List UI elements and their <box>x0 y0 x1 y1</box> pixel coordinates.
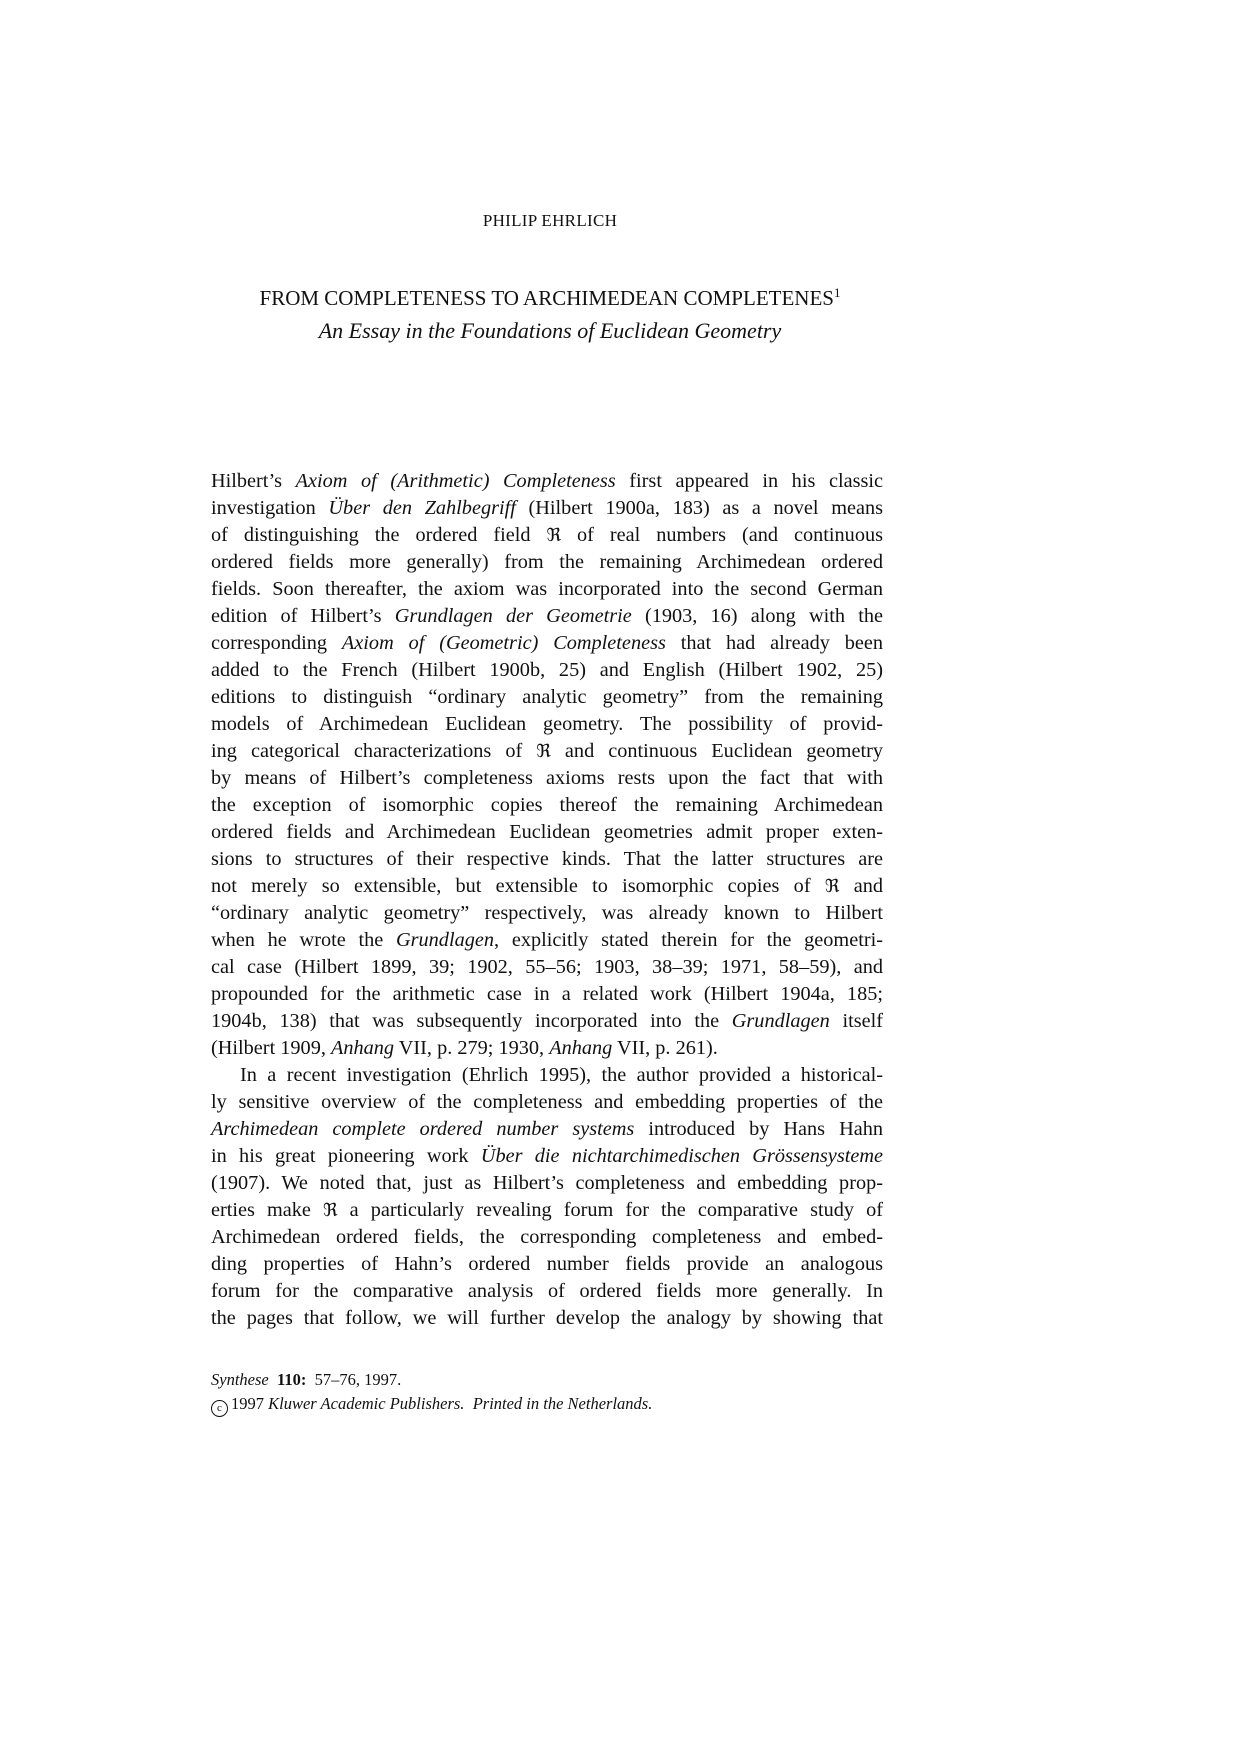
body-line-content <box>211 1253 883 1275</box>
body-line-content <box>211 821 883 843</box>
italic-text: Archimedean complete ordered number systems <box>211 1118 635 1140</box>
text-segment: of real numbers (and continuous <box>561 524 883 546</box>
text-segment: investigation <box>211 497 329 519</box>
body-line <box>211 1008 883 1035</box>
body-line <box>211 1305 883 1332</box>
body-line-content <box>211 740 883 762</box>
body-line-content <box>211 1145 883 1167</box>
text-segment: Archimedean ordered fields, the corresponding completeness and embed- <box>211 1226 883 1248</box>
real-numbers-symbol: ℜ <box>322 1200 338 1221</box>
body-text <box>211 468 883 1332</box>
italic-text: Anhang <box>330 1037 395 1059</box>
text-segment: first appeared in his classic <box>615 470 883 492</box>
body-line-content <box>211 902 883 924</box>
text-segment: by means of Hilbert’s completeness axioms rests upon the fact that with <box>211 767 883 789</box>
body-line <box>211 1224 883 1251</box>
body-line <box>211 1197 883 1224</box>
text-segment: erties make <box>211 1199 323 1221</box>
italic-text: Axiom of (Arithmetic) Completeness <box>295 470 616 492</box>
text-segment: when he wrote the <box>211 929 396 951</box>
body-line <box>211 1035 883 1062</box>
copyright-icon: c <box>211 1400 228 1417</box>
body-line <box>211 630 883 657</box>
printed-note: Printed in the Netherlands. <box>472 1394 653 1413</box>
body-line <box>211 576 883 603</box>
text-segment: ing categorical characterizations of <box>211 740 537 762</box>
text-segment: and continuous Euclidean geometry <box>550 740 883 762</box>
italic-text: Grundlagen <box>731 1010 830 1032</box>
body-line-content <box>211 1091 883 1113</box>
text-segment: (1903, 16) along with the <box>631 605 884 627</box>
body-line <box>211 765 883 792</box>
body-line-content <box>240 1064 883 1086</box>
body-line <box>211 1143 883 1170</box>
text-segment: introduced by Hans Hahn <box>634 1118 883 1140</box>
title-footnote-mark: 1 <box>833 285 841 300</box>
italic-text: Grundlagen der Geometrie <box>394 605 632 627</box>
text-segment: the pages that follow, we will further develop the analogy by showing that <box>211 1307 883 1329</box>
body-line <box>211 1278 883 1305</box>
body-line-content <box>211 875 883 897</box>
text-segment: forum for the comparative analysis of ordered fields more generally. In <box>211 1280 883 1302</box>
body-line <box>211 738 883 765</box>
body-line-content <box>211 605 883 627</box>
text-segment: that had already been <box>665 632 884 654</box>
citation-line <box>211 1368 652 1392</box>
body-line-content <box>211 578 883 600</box>
text-segment: 1904b, 138) that was subsequently incorporated into the <box>211 1010 732 1032</box>
body-line <box>211 549 883 576</box>
real-numbers-symbol: ℜ <box>536 741 551 762</box>
text-segment: , explicitly stated therein for the geometri- <box>494 929 883 951</box>
body-line <box>211 657 883 684</box>
body-line <box>211 927 883 954</box>
italic-text: Über die nichtarchimedischen Grössensysteme <box>480 1145 883 1167</box>
body-line-content <box>211 1280 883 1302</box>
body-line-content <box>211 848 883 870</box>
journal-pages-year: 57–76, 1997. <box>314 1370 402 1389</box>
body-line-content <box>211 1199 883 1221</box>
body-line-content <box>211 1010 883 1032</box>
body-line <box>211 954 883 981</box>
body-line <box>211 846 883 873</box>
author-name: PHILIP EHRLICH <box>482 211 618 230</box>
text-segment: propounded for the arithmetic case in a related work (Hilbert 1904a, 185; <box>211 983 883 1005</box>
text-segment: cal case (Hilbert 1899, 39; 1902, 55–56; 1903, 38–39; 1971, 58–59), and <box>211 956 883 978</box>
body-line <box>211 792 883 819</box>
body-line <box>211 819 883 846</box>
text-segment: sions to structures of their respective kinds. That the latter structures are <box>211 848 883 870</box>
body-line-content <box>211 713 883 735</box>
body-line-content <box>211 632 883 654</box>
body-line-content <box>211 956 883 978</box>
italic-text: Grundlagen <box>395 929 495 951</box>
body-line <box>211 873 883 900</box>
body-line-content <box>211 1172 883 1194</box>
text-segment: editions to distinguish “ordinary analytic geometry” from the remaining <box>211 686 883 708</box>
text-segment: Hilbert’s <box>211 470 296 492</box>
italic-text: Axiom of (Geometric) Completeness <box>341 632 666 654</box>
article-title <box>0 285 1100 311</box>
text-segment: edition of Hilbert’s <box>211 605 395 627</box>
text-segment: (1907). We noted that, just as Hilbert’s completeness and embedding prop- <box>211 1172 883 1194</box>
text-segment: “ordinary analytic geometry” respectively, was already known to Hilbert <box>211 902 883 924</box>
body-line-content <box>211 1226 883 1248</box>
copyright-year: 1997 <box>231 1394 264 1413</box>
body-line <box>211 522 883 549</box>
body-line-content <box>211 767 883 789</box>
text-segment: ordered fields and Archimedean Euclidean geometries admit proper exten- <box>211 821 883 843</box>
body-line-content <box>211 794 883 816</box>
article-subtitle: An Essay in the Foundations of Euclidean Geometry <box>318 318 782 343</box>
text-segment: ding properties of Hahn’s ordered number fields provide an analogous <box>211 1253 883 1275</box>
text-segment: not merely so extensible, but extensible to isomorphic copies of <box>211 875 825 897</box>
body-line-content <box>211 497 883 519</box>
body-line <box>211 468 883 495</box>
journal-name: Synthese <box>211 1370 269 1389</box>
body-line <box>211 495 883 522</box>
body-line-content <box>211 983 883 1005</box>
real-numbers-symbol: ℜ <box>824 876 840 897</box>
body-line-content <box>211 1037 718 1059</box>
body-line <box>211 981 883 1008</box>
body-line-content <box>211 929 883 951</box>
text-segment: itself <box>829 1010 883 1032</box>
body-line <box>211 900 883 927</box>
body-line-content <box>211 524 883 546</box>
text-segment: and <box>839 875 883 897</box>
text-segment: VII, p. 261). <box>612 1037 718 1059</box>
text-segment: In a recent investigation (Ehrlich 1995), the author provided a historical- <box>240 1064 883 1086</box>
text-segment: of distinguishing the ordered field <box>211 524 547 546</box>
body-line <box>211 711 883 738</box>
text-segment: models of Archimedean Euclidean geometry. The possibility of provid- <box>211 713 883 735</box>
text-segment: the exception of isomorphic copies thereof the remaining Archimedean <box>211 794 883 816</box>
real-numbers-symbol: ℜ <box>546 525 562 546</box>
text-segment: VII, p. 279; 1930, <box>394 1037 550 1059</box>
body-line-content <box>211 551 883 573</box>
body-line <box>211 1251 883 1278</box>
italic-text: Anhang <box>549 1037 613 1059</box>
text-segment: fields. Soon thereafter, the axiom was incorporated into the second German <box>211 578 883 600</box>
text-segment: ly sensitive overview of the completeness and embedding properties of the <box>211 1091 883 1113</box>
body-line-content <box>211 659 883 681</box>
body-line <box>211 684 883 711</box>
body-line <box>211 1170 883 1197</box>
text-segment: added to the French (Hilbert 1900b, 25) and English (Hilbert 1902, 25) <box>211 659 883 681</box>
publication-footer <box>211 1368 652 1417</box>
body-line <box>211 1062 883 1089</box>
text-segment: (Hilbert 1909, <box>211 1037 331 1059</box>
body-line <box>211 603 883 630</box>
copyright-line <box>211 1392 652 1417</box>
body-line-content <box>211 1118 883 1140</box>
italic-text: Über den Zahlbegriff <box>328 497 516 519</box>
text-segment: (Hilbert 1900a, 183) as a novel means <box>515 497 883 519</box>
text-segment: a particularly revealing forum for the comparative study of <box>337 1199 883 1221</box>
journal-volume: 110: <box>276 1370 307 1389</box>
text-segment: corresponding <box>211 632 342 654</box>
body-line-content <box>211 1307 883 1329</box>
text-segment: in his great pioneering work <box>211 1145 481 1167</box>
body-line <box>211 1089 883 1116</box>
text-segment: ordered fields more generally) from the remaining Archimedean ordered <box>211 551 883 573</box>
body-line-content <box>211 686 883 708</box>
article-title-text: FROM COMPLETENESS TO ARCHIMEDEAN COMPLETENES <box>259 286 834 310</box>
body-line <box>211 1116 883 1143</box>
publisher-name: Kluwer Academic Publishers. <box>268 1394 465 1413</box>
body-line-content <box>211 470 883 492</box>
